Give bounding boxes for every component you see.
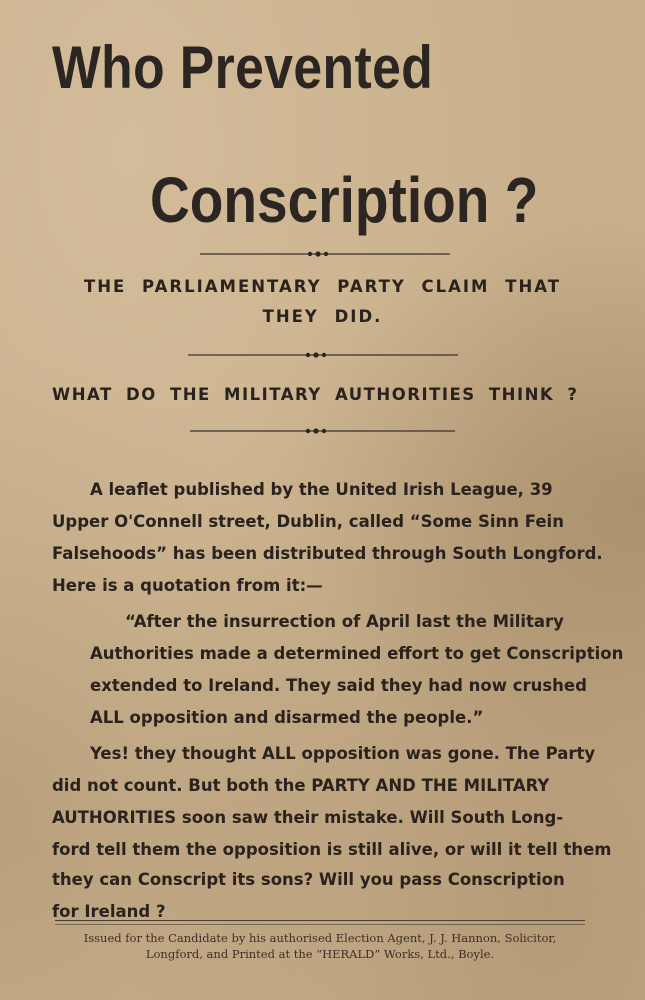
paragraph-1-line: Upper O'Connell street, Dublin, called “Some Sinn Fein [52, 512, 564, 531]
paragraph-2-line: Yes! they thought ALL opposition was gone. The Party [90, 744, 596, 763]
party-claim-line-1: THE PARLIAMENTARY PARTY CLAIM THAT [83, 277, 562, 296]
headline-line-1: Who Prevented [52, 34, 434, 101]
question-heading: WHAT DO THE MILITARY AUTHORITIES THINK ? [52, 385, 579, 404]
paragraph-2-line: they can Conscript its sons? Will you pass Conscription [52, 870, 565, 889]
paragraph-1-line: Falsehoods” has been distributed through South Longford. [52, 544, 603, 563]
quotation-line: ALL opposition and disarmed the people.” [90, 708, 484, 727]
quotation-line: extended to Ireland. They said they had now crushed [90, 676, 587, 695]
footer-rule [55, 920, 585, 921]
paragraph-2-line: ford tell them the opposition is still alive, or will it tell them [52, 840, 612, 859]
ornamental-divider-2 [188, 352, 458, 358]
paragraph-2-line: AUTHORITIES soon saw their mistake. Will South Long- [52, 808, 564, 827]
headline-line-2: Conscription ? [150, 164, 539, 236]
paragraph-2-line: for Ireland ? [52, 902, 166, 921]
imprint-line-1: Issued for the Candidate by his authorised Election Agent, J. J. Hannon, Solicitor, [83, 931, 557, 945]
footer-rule-secondary [55, 924, 585, 925]
quotation-line: “After the insurrection of April last the Military [125, 612, 564, 631]
paragraph-2-line: did not count. But both the PARTY AND THE MILITARY [52, 776, 550, 795]
imprint-line-2: Longford, and Printed at the “HERALD” Works, Ltd., Boyle. [145, 947, 495, 961]
ornamental-divider-3 [190, 428, 455, 434]
quotation-line: Authorities made a determined effort to get Conscription [90, 644, 624, 663]
party-claim-line-2: THEY DID. [262, 307, 383, 326]
party-claim [40, 272, 605, 332]
ornamental-divider-1 [200, 251, 450, 257]
paragraph-1-line: A leaflet published by the United Irish League, 39 [90, 480, 553, 499]
paragraph-1-line: Here is a quotation from it:— [52, 576, 323, 595]
